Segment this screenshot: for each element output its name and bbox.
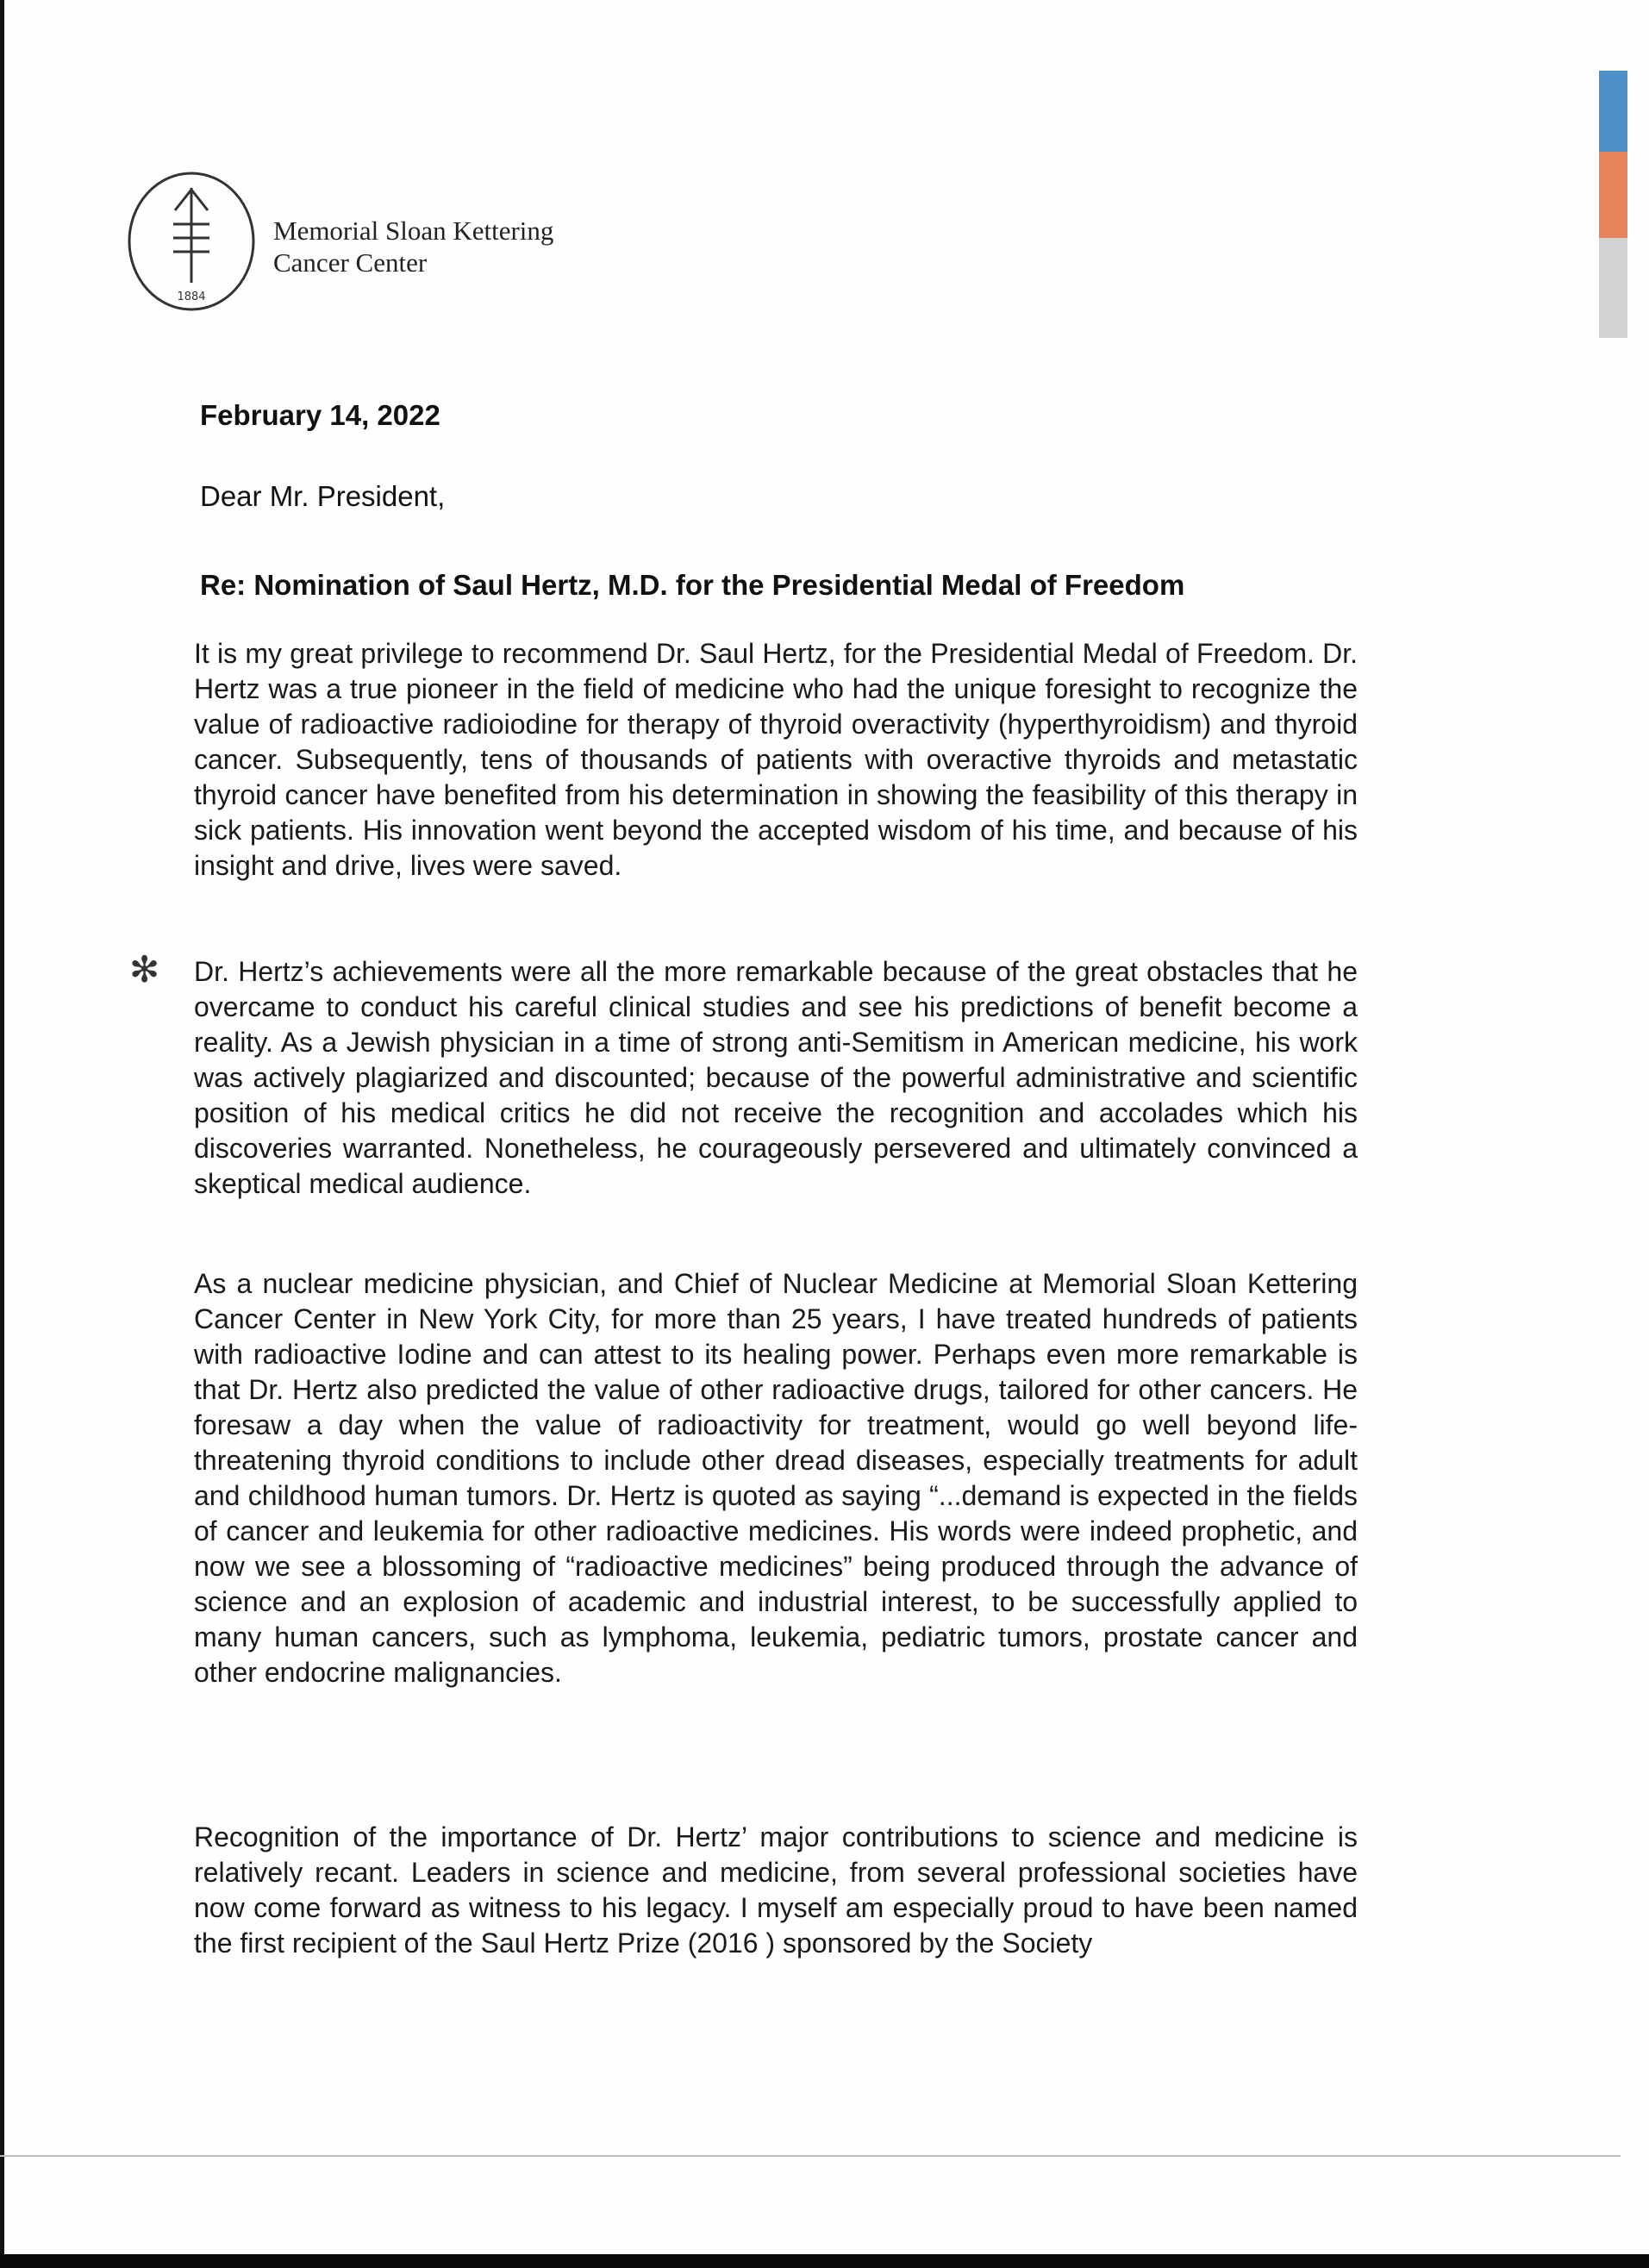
scan-bottom-edge <box>0 2254 1649 2268</box>
org-name-line1: Memorial Sloan Kettering <box>273 216 554 246</box>
letter-salutation: Dear Mr. President, <box>200 480 446 512</box>
letter-date: February 14, 2022 <box>200 399 440 431</box>
scan-bottom-rule <box>0 2155 1621 2157</box>
paragraph-3: As a nuclear medicine physician, and Chief of Nuclear Medicine at Memorial Sloan Kettering Cancer Center in New York City, for more than 25 years, I have treated hundreds of patients with radioactive Iodine and can attest to its healing power. Perhaps even more remarkable is that Dr. Hertz also predicted the value of other radioactive drugs, tailored for other cancers. He foresaw a day when the value of radioactivity for treatment, would go well beyond life-threatening thyroid conditions to include other dread diseases, especially treatments for adult and childhood human tumors. Dr. Hertz is quoted as saying “...demand is expected in the fields of cancer and leukemia for other radioactive medicines. His words were indeed prophetic, and now we see a blossoming of “radioactive medicines” being produced through the advance of science and an explosion of academic and industrial interest, to be successfully applied to many human cancers, such as lymphoma, leukemia, pediatric tumors, prostate cancer and other endocrine malignancies. <box>194 1268 1358 1688</box>
scan-color-bar-gray <box>1599 238 1627 338</box>
scan-color-bar-blue <box>1599 71 1627 152</box>
margin-asterisk-mark: ✻ <box>129 948 160 990</box>
scan-color-bar-orange <box>1599 152 1627 238</box>
org-name-line2: Cancer Center <box>273 247 428 278</box>
msk-logo <box>125 169 259 314</box>
paragraph-1: It is my great privilege to recommend Dr. Saul Hertz, for the Presidential Medal of Freedom. Dr. Hertz was a true pioneer in the field of medicine who had the unique foresight to recognize the value of radioactive radioiodine for therapy of thyroid overactivity (hyperthyroidism) and thyroid cancer. Subsequently, tens of thousands of patients with overactive thyroids and metastatic thyroid cancer have benefited from his determination in showing the feasibility of this therapy in sick patients. His innovation went beyond the accepted wisdom of his time, and because of his insight and drive, lives were saved. <box>194 638 1358 881</box>
org-name <box>273 215 553 278</box>
logo-year: 1884 <box>177 291 206 303</box>
paragraph-4: Recognition of the importance of Dr. Hertz’ major contributions to science and medicine is relatively recant. Leaders in science and medicine, from several professional societies have now come forward as witness to his legacy. I myself am especially proud to have been named the first recipient of the Saul Hertz Prize (2016 ) sponsored by the Society <box>194 1821 1358 1959</box>
paragraph-2: Dr. Hertz’s achievements were all the more remarkable because of the great obstacles that he overcame to conduct his careful clinical studies and see his predictions of benefit become a reality. As a Jewish physician in a time of strong anti-Semitism in American medicine, his work was actively plagiarized and discounted; because of the powerful administrative and scientific position of his medical critics he did not receive the recognition and accolades which his discoveries warranted. Nonetheless, he courageously persevered and ultimately convinced a skeptical medical audience. <box>194 956 1358 1199</box>
scan-left-edge <box>0 0 4 2268</box>
msk-logo-icon <box>125 169 259 314</box>
letter-subject: Re: Nomination of Saul Hertz, M.D. for the Presidential Medal of Freedom <box>200 569 1185 601</box>
